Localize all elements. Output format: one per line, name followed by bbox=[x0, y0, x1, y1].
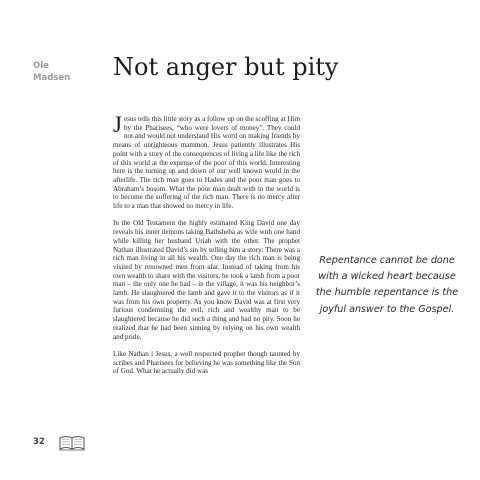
page-number: 32 bbox=[33, 437, 45, 447]
drop-cap: J bbox=[113, 112, 122, 137]
paragraph-2: In the Old Testament the highly estimated King David one day reveals his inner demons taking Bathsheba as wife with one hand while killing her husband Uriah with the other. The prophet Nathan illustrated David’s sin by telling him a story: There was a rich man living in all his wealth. One day the rich man is being visited by renowned men from afar. Instead of taking from his own wealth to share with the visitors, he took a lamb from a poor man – the only one he had – in the village, it was his neighbor’s lamb. He slaughtered the lamb and gave it to the visitors as if it was from his own property. As you know David was at first very furious condemning the evil, rich and wealthy man to be slaughtered because he did such a thing and had no pity. Soon he realized that he had been sinning by relying on his own wealth and pride. bbox=[113, 219, 300, 341]
author-last-name: Madsen bbox=[33, 73, 71, 83]
paragraph-3: Like Nathan i Jesus, a well respected prophet though taunted by scribes and Pharisees for believing he was something like the Son of God. What he actually did was bbox=[113, 349, 300, 376]
author-name bbox=[33, 60, 93, 84]
article-title: Not anger but pity bbox=[113, 53, 339, 81]
paragraph-1 bbox=[113, 112, 300, 211]
open-book-icon bbox=[58, 434, 86, 452]
article-body bbox=[113, 112, 300, 385]
paragraph-1-text: esus tells this little story as a follow up on the scoffing at Him by the Pharisees, “who were lovers of money”. They could not and would not understand His word on making friends by means of unrighteous mammon. Jesus patiently illustrates His point with a story of the consequences of living a life like the rich of this world at the expense of the poor of this world. Interesting here is the turning up and down of our well known world in the afterlife. The rich man goes to Hades and the poor man goes to Abraham’s bosom. What the poor man dealt with in the world is to become the suffering of the rich man. There is no mercy after life to a man that showed no mercy in life. bbox=[113, 115, 300, 211]
pull-quote: Repentance cannot be done with a wicked heart because the humble repentance is the joyful answer to the Gospel. bbox=[315, 255, 459, 315]
author-first-name: Ole bbox=[33, 61, 49, 71]
